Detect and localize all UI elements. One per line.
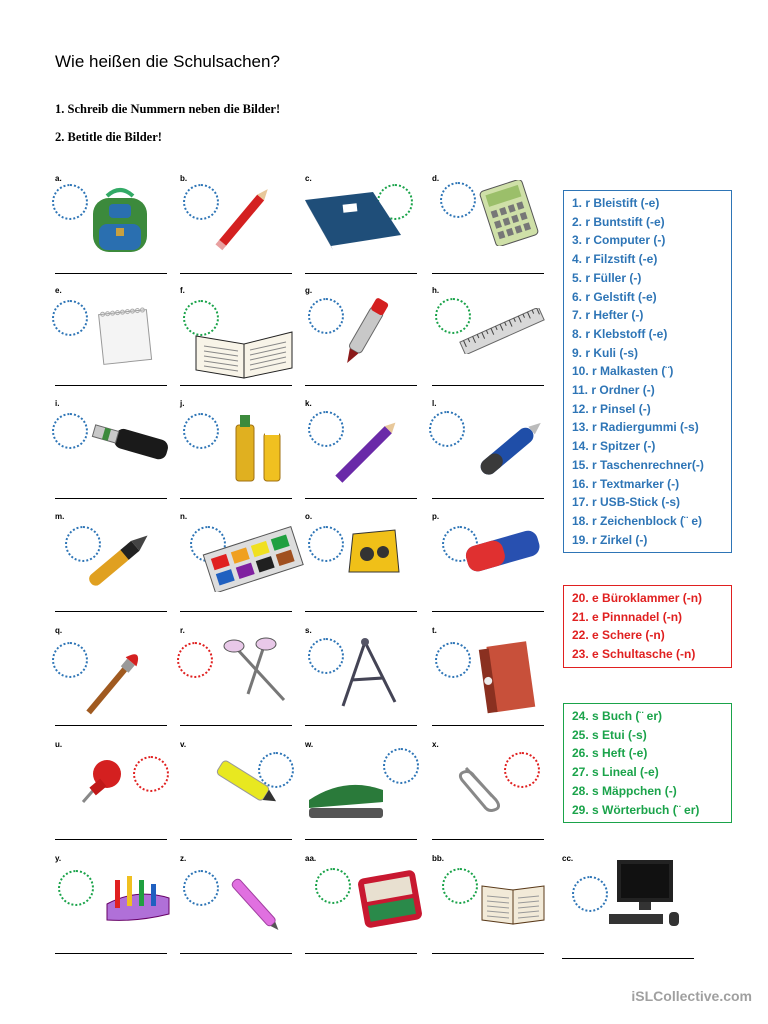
answer-line[interactable] bbox=[432, 498, 544, 499]
picture-item bbox=[55, 740, 173, 854]
picture-item bbox=[180, 626, 298, 740]
neuter-word-box bbox=[563, 703, 732, 823]
vocab-entry: 15. r Taschenrechner(-) bbox=[572, 457, 704, 472]
picture-item bbox=[305, 512, 423, 626]
picture-item bbox=[180, 740, 298, 854]
vocab-entry: 22. e Schere (-n) bbox=[572, 628, 665, 643]
vocab-entry: 2. r Buntstift (-e) bbox=[572, 214, 665, 229]
answer-line[interactable] bbox=[305, 611, 417, 612]
answer-line[interactable] bbox=[55, 273, 167, 274]
item-letter: d. bbox=[432, 174, 440, 183]
vocab-entry: 28. s Mäppchen (-) bbox=[572, 783, 677, 798]
picture-item bbox=[305, 174, 423, 288]
scissors-icon bbox=[220, 636, 296, 717]
number-answer-circle[interactable] bbox=[308, 526, 344, 562]
item-letter: q. bbox=[55, 626, 63, 635]
number-answer-circle[interactable] bbox=[435, 642, 471, 678]
answer-line[interactable] bbox=[180, 385, 292, 386]
vocab-entry: 6. r Gelstift (-e) bbox=[572, 289, 657, 304]
number-answer-circle[interactable] bbox=[52, 413, 88, 449]
answer-line[interactable] bbox=[180, 839, 292, 840]
picture-item bbox=[55, 399, 173, 513]
felt-pen-icon bbox=[335, 294, 395, 379]
picture-item bbox=[180, 854, 298, 968]
answer-line[interactable] bbox=[305, 385, 417, 386]
vocab-entry: 13. r Radiergummi (-s) bbox=[572, 420, 699, 435]
answer-line[interactable] bbox=[305, 953, 417, 954]
answer-line[interactable] bbox=[180, 953, 292, 954]
instruction-1: 1. Schreib die Nummern neben die Bilder! bbox=[55, 102, 281, 116]
item-letter: f. bbox=[180, 286, 185, 295]
ruler-icon bbox=[457, 308, 547, 359]
answer-line[interactable] bbox=[432, 953, 544, 954]
worksheet-title: Wie heißen die Schulsachen? bbox=[55, 52, 280, 71]
vocab-entry: 27. s Lineal (-e) bbox=[572, 765, 659, 780]
item-letter: o. bbox=[305, 512, 313, 521]
watermark: iSLCollective.com bbox=[631, 988, 752, 1004]
number-answer-circle[interactable] bbox=[183, 413, 219, 449]
item-letter: c. bbox=[305, 174, 312, 183]
item-letter: y. bbox=[55, 854, 62, 863]
highlighter-icon bbox=[205, 750, 285, 821]
vocab-entry: 9. r Kuli (-s) bbox=[572, 345, 639, 360]
vocab-entry: 8. r Klebstoff (-e) bbox=[572, 326, 668, 341]
answer-line[interactable] bbox=[305, 725, 417, 726]
vocab-entry: 10. r Malkasten (¨) bbox=[572, 364, 674, 379]
notebook-icon bbox=[303, 190, 403, 255]
vocab-entry: 16. r Textmarker (-) bbox=[572, 476, 680, 491]
number-answer-circle[interactable] bbox=[177, 642, 213, 678]
number-answer-circle[interactable] bbox=[440, 182, 476, 218]
number-answer-circle[interactable] bbox=[429, 411, 465, 447]
picture-item bbox=[55, 174, 173, 288]
item-letter: x. bbox=[432, 740, 439, 749]
vocab-entry: 12. r Pinsel (-) bbox=[572, 401, 651, 416]
answer-line[interactable] bbox=[55, 839, 167, 840]
item-letter: e. bbox=[55, 286, 62, 295]
item-letter: aa. bbox=[305, 854, 317, 863]
compass-icon bbox=[335, 636, 405, 717]
stapler-icon bbox=[305, 764, 387, 831]
vocab-entry: 5. r Füller (-) bbox=[572, 270, 642, 285]
answer-line[interactable] bbox=[55, 611, 167, 612]
picture-item bbox=[180, 286, 298, 400]
picture-item bbox=[55, 854, 173, 968]
vocab-entry: 23. e Schultasche (-n) bbox=[572, 647, 696, 662]
number-answer-circle[interactable] bbox=[383, 748, 419, 784]
answer-line[interactable] bbox=[432, 273, 544, 274]
answer-line[interactable] bbox=[432, 611, 544, 612]
item-letter: g. bbox=[305, 286, 313, 295]
picture-item bbox=[305, 854, 423, 968]
vocab-entry: 1. r Bleistift (-e) bbox=[572, 196, 660, 210]
picture-item bbox=[432, 740, 550, 854]
binder-icon bbox=[477, 640, 541, 721]
item-letter: m. bbox=[55, 512, 65, 521]
picture-item bbox=[55, 512, 173, 626]
answer-line[interactable] bbox=[55, 385, 167, 386]
item-letter: r. bbox=[180, 626, 185, 635]
calculator-icon bbox=[477, 180, 541, 251]
glue-stick-icon bbox=[230, 413, 290, 490]
vocab-entry: 19. r Zirkel (-) bbox=[572, 532, 648, 547]
computer-icon bbox=[607, 858, 683, 935]
picture-item bbox=[432, 854, 550, 968]
number-answer-circle[interactable] bbox=[572, 876, 608, 912]
answer-line[interactable] bbox=[55, 725, 167, 726]
vocab-entry: 7. r Hefter (-) bbox=[572, 308, 644, 323]
answer-line[interactable] bbox=[432, 839, 544, 840]
backpack-icon bbox=[85, 184, 155, 261]
picture-item bbox=[55, 286, 173, 400]
number-answer-circle[interactable] bbox=[52, 300, 88, 336]
item-letter: h. bbox=[432, 286, 440, 295]
picture-item bbox=[305, 626, 423, 740]
answer-line[interactable] bbox=[432, 725, 544, 726]
picture-item bbox=[305, 399, 423, 513]
usb-stick-icon bbox=[90, 423, 170, 468]
answer-line[interactable] bbox=[562, 958, 694, 959]
notepad-icon bbox=[95, 304, 155, 373]
paint-box-icon bbox=[200, 520, 304, 597]
number-answer-circle[interactable] bbox=[58, 870, 94, 906]
answer-line[interactable] bbox=[305, 839, 417, 840]
item-letter: z. bbox=[180, 854, 187, 863]
picture-item bbox=[305, 286, 423, 400]
answer-line[interactable] bbox=[180, 725, 292, 726]
dictionary-icon bbox=[478, 878, 548, 933]
picture-item bbox=[55, 626, 173, 740]
picture-item bbox=[432, 286, 550, 400]
feminine-word-box bbox=[563, 585, 732, 668]
answer-line[interactable] bbox=[55, 498, 167, 499]
vocab-entry: 26. s Heft (-e) bbox=[572, 746, 648, 761]
vocab-entry: 29. s Wörterbuch (¨ er) bbox=[572, 802, 700, 817]
picture-item bbox=[180, 399, 298, 513]
item-letter: l. bbox=[432, 399, 437, 408]
eraser-icon bbox=[460, 526, 546, 583]
open-book-icon bbox=[192, 314, 296, 387]
masculine-word-box bbox=[563, 190, 732, 553]
answer-line[interactable] bbox=[305, 498, 417, 499]
picture-item bbox=[432, 174, 550, 288]
ballpoint-pen-icon bbox=[467, 413, 553, 492]
sharpener-icon bbox=[345, 526, 403, 583]
vocab-entry: 25. s Etui (-s) bbox=[572, 727, 647, 742]
item-letter: a. bbox=[55, 174, 62, 183]
picture-item bbox=[432, 626, 550, 740]
vocab-entry: 3. r Computer (-) bbox=[572, 233, 666, 248]
number-answer-circle[interactable] bbox=[315, 868, 351, 904]
item-letter: w. bbox=[305, 740, 314, 749]
pencil-case-open-icon bbox=[355, 866, 425, 937]
number-answer-circle[interactable] bbox=[504, 752, 540, 788]
vocab-entry: 18. r Zeichenblock (¨ e) bbox=[572, 513, 703, 528]
number-answer-circle[interactable] bbox=[133, 756, 169, 792]
number-answer-circle[interactable] bbox=[442, 868, 478, 904]
item-letter: j. bbox=[180, 399, 185, 408]
push-pin-icon bbox=[73, 754, 131, 817]
item-letter: k. bbox=[305, 399, 312, 408]
item-letter: v. bbox=[180, 740, 187, 749]
answer-line[interactable] bbox=[180, 273, 292, 274]
answer-line[interactable] bbox=[55, 953, 167, 954]
item-letter: p. bbox=[432, 512, 440, 521]
gel-pen-icon bbox=[220, 864, 290, 949]
answer-line[interactable] bbox=[180, 611, 292, 612]
picture-item bbox=[562, 854, 680, 968]
item-letter: n. bbox=[180, 512, 188, 521]
vocab-entry: 17. r USB-Stick (-s) bbox=[572, 495, 681, 510]
vocab-entry: 20. e Büroklammer (-n) bbox=[572, 591, 703, 605]
item-letter: cc. bbox=[562, 854, 574, 863]
number-answer-circle[interactable] bbox=[52, 184, 88, 220]
item-letter: b. bbox=[180, 174, 188, 183]
pencil-icon bbox=[205, 182, 285, 257]
paper-clip-icon bbox=[452, 762, 504, 819]
picture-item bbox=[432, 399, 550, 513]
vocab-entry: 11. r Ordner (-) bbox=[572, 383, 655, 398]
item-letter: i. bbox=[55, 399, 60, 408]
item-letter: t. bbox=[432, 626, 437, 635]
item-letter: u. bbox=[55, 740, 63, 749]
pencil-case-icon bbox=[97, 868, 177, 933]
vocab-entry: 24. s Buch (¨ er) bbox=[572, 709, 663, 723]
instruction-2: 2. Betitle die Bilder! bbox=[55, 130, 162, 144]
answer-line[interactable] bbox=[305, 273, 417, 274]
answer-line[interactable] bbox=[180, 498, 292, 499]
colored-pencil-icon bbox=[320, 413, 410, 498]
vocab-entry: 14. r Spitzer (-) bbox=[572, 439, 656, 454]
paint-brush-icon bbox=[70, 636, 160, 731]
vocab-entry: 4. r Filzstift (-e) bbox=[572, 252, 658, 267]
picture-item bbox=[180, 174, 298, 288]
picture-item bbox=[180, 512, 298, 626]
item-letter: bb. bbox=[432, 854, 444, 863]
fountain-pen-icon bbox=[75, 524, 161, 603]
number-answer-circle[interactable] bbox=[183, 870, 219, 906]
picture-item bbox=[432, 512, 550, 626]
answer-line[interactable] bbox=[432, 385, 544, 386]
item-letter: s. bbox=[305, 626, 312, 635]
picture-item bbox=[305, 740, 423, 854]
vocab-entry: 21. e Pinnnadel (-n) bbox=[572, 609, 683, 624]
